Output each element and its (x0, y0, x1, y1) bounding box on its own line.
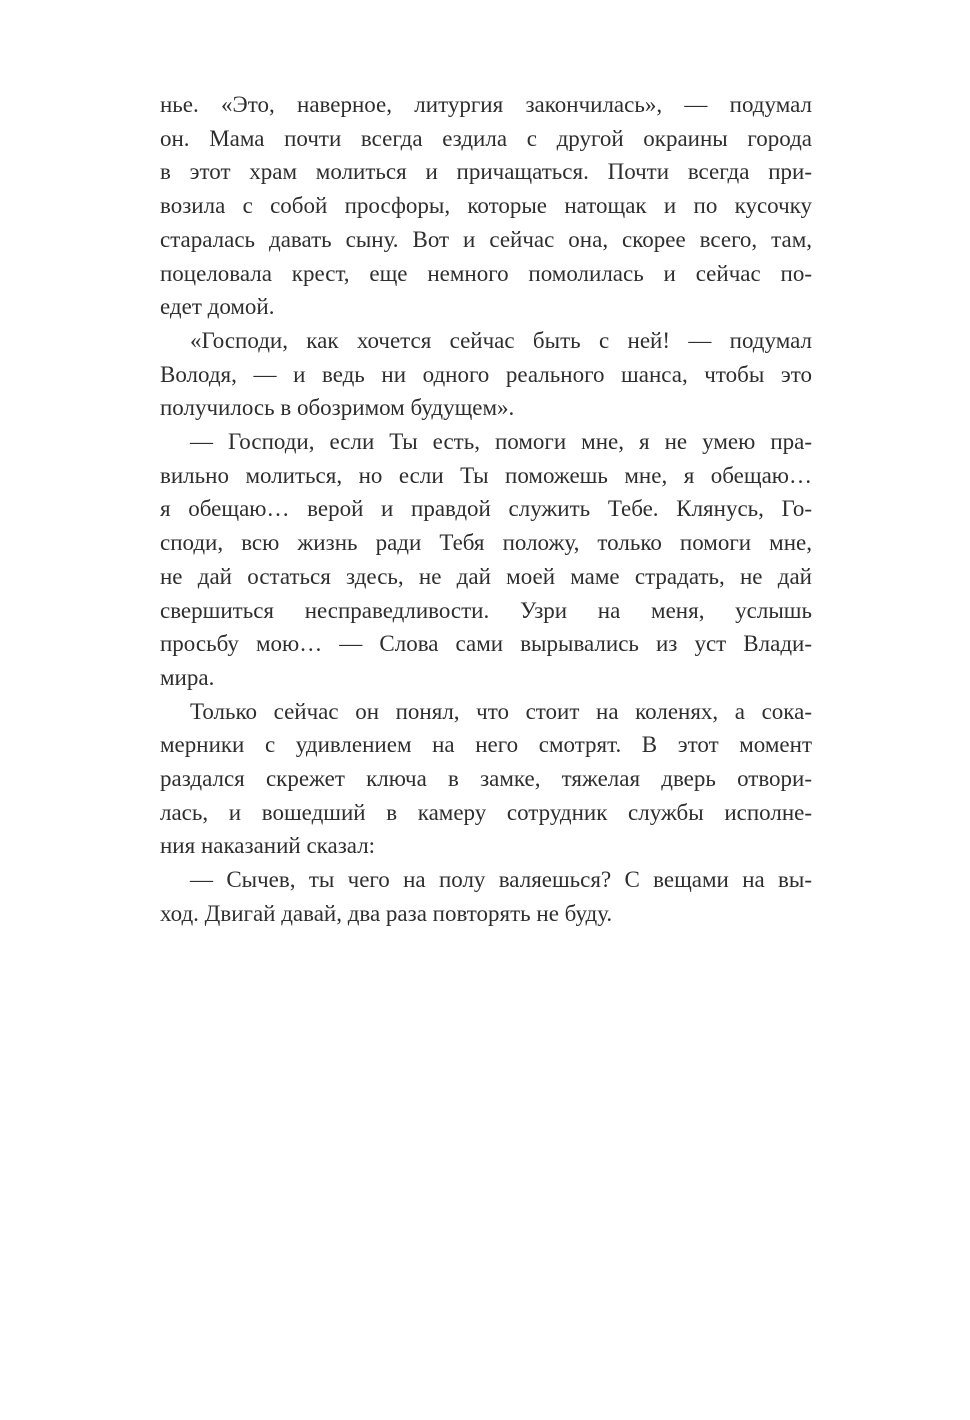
text-line: не дай остаться здесь, не дай моей маме страдать, не дай (160, 563, 812, 589)
page-text (160, 88, 812, 931)
paragraph (160, 695, 812, 864)
text-line: споди, всю жизнь ради Тебя положу, только помоги мне, (160, 530, 812, 556)
text-line: — Господи, если Ты есть, помоги мне, я не умею пра- (190, 429, 812, 455)
text-line: вильно молиться, но если Ты поможешь мне, я обещаю… (160, 462, 812, 488)
text-line: Только сейчас он понял, что стоит на коленях, а сока- (190, 698, 812, 724)
text-line: возила с собой просфоры, которые натощак и по кусочку (160, 193, 812, 219)
text-line: ход. Двигай давай, два раза повторять не буду. (160, 900, 613, 926)
text-line: Володя, — и ведь ни одного реального шанса, чтобы это (160, 361, 812, 387)
text-line: ния наказаний сказал: (160, 833, 376, 859)
text-line: свершиться несправедливости. Узри на меня, услышь (160, 597, 812, 623)
text-line: мира. (160, 664, 215, 690)
text-line: — Сычев, ты чего на полу валяешься? С вещами на вы- (190, 867, 812, 893)
text-line: нье. «Это, наверное, литургия закончилась», — подумал (160, 92, 812, 117)
text-line: просьбу мою… — Слова сами вырывались из уст Влади- (160, 631, 812, 657)
paragraph (160, 425, 812, 695)
text-line: раздался скрежет ключа в замке, тяжелая дверь отвори- (160, 766, 812, 792)
text-line: поцеловала крест, еще немного помолилась и сейчас по- (160, 260, 812, 286)
text-line: лась, и вошедший в камеру сотрудник службы исполне- (160, 799, 812, 825)
paragraph (160, 88, 812, 324)
text-line: «Господи, как хочется сейчас быть с ней! — подумал (190, 327, 812, 353)
paragraph (160, 863, 812, 930)
text-line: я обещаю… верой и правдой служить Тебе. Клянусь, Го- (160, 496, 812, 522)
text-line: получилось в обозримом будущем». (160, 395, 515, 421)
text-line: он. Мама почти всегда ездила с другой окраины города (160, 125, 812, 151)
text-line: едет домой. (160, 294, 275, 320)
paragraph (160, 324, 812, 425)
text-line: мерники с удивлением на него смотрят. В этот момент (160, 732, 812, 758)
text-line: в этот храм молиться и причащаться. Почти всегда при- (160, 159, 812, 185)
text-line: старалась давать сыну. Вот и сейчас она, скорее всего, там, (160, 226, 812, 252)
